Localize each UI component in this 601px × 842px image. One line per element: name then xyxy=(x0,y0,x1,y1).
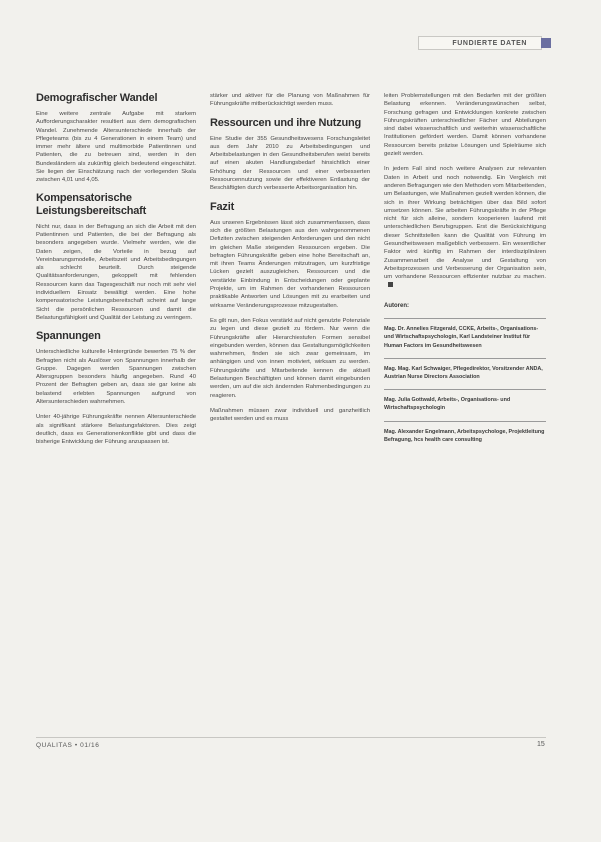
divider xyxy=(384,358,546,359)
paragraph: leiten Problemstellungen mit den Bedarfen mit der größten Belastung erkennen. Veränderungswünschen selbst, Forschung gefragen und Entwicklungen konkrete zwischen Führungskräften unterschiedlicher Fächer und Abteilungen sind dabei wissenschaftlich und weiterhin wissenschaftliche Institutionen gefördert werden. Damit können vorhandene Ressourcen bereits präzise Lösungen und Spielräume sich gezielt werden. xyxy=(384,93,546,158)
divider xyxy=(384,421,546,422)
paragraph-text: In jedem Fall sind noch weitere Analysen zur relevanten Daten in Arbeit und noch notwendig. Ein Vergleich mit anderen Befragungen wie den Methoden vom Mitarbeitenden, um Belastungen, wie Maßnahmen gezielt werden können, die sich in ihrer Wirkung beträchtigen über das Bild sofort umsetzen können. Sie arbeiten Führungskräfte in der Pflege nicht für sich alleine, sondern kooperieren laufend mit unterschiedlichen Berufsgruppen. Erst die Berücksichtigung dieser Schnittstellen kann die Qualität von Führung im Gesundheitswesen maßgeblich verbessern. Ein wesentlicher Faktor wird künftig im Rahmen der interdisziplinären Zusammenarbeit die Analyse und Gestaltung von Arbeitsprozessen und Verbesserung der Organisation sein, um vorhandene Ressourcen effizienter nutzbar zu machen. xyxy=(384,166,546,281)
page-number: 15 xyxy=(537,741,545,748)
paragraph: Eine weitere zentrale Aufgabe mit starkem Aufforderungscharakter resultiert aus dem demografischen Wandel. Zunehmende Altersunterschiede innerhalb der Pflegeteams (bis zu 4 Generationen in einem Team) und immer mehr ältere und multimorbide Patientinnen und Patienten, die zu betreuen sind, werden in den Bundesländern als zukünftig gleich bedeutend eingeschätzt. Sie liegen der Einschätzung nach der vorliegenden Skala zwischen 4,01 und 4,05. xyxy=(36,111,196,184)
paragraph: Nicht nur, dass in der Befragung an sich die Arbeit mit den Patientinnen und Patienten, die bei der Befragung als besonders angegeben wurde. Vielmehr werden, wie die Daten zeigen, die Vorteile in bezug auf Vereinbarungsmodelle, Arbeitszeit und Arbeitsbedingungen als schlecht beurteilt. Durch steigende Qualitätsanforderungen, gekoppelt mit fehlenden Ressourcen kann das Tagesgeschäft nur noch mit sehr viel individuellem Einsatz bewältigt werden. Eine hohe kompensatorische Leistungsbereitschaft scheint auf lange Sicht die persönlichen Ressourcen und damit die Belastungsfähigkeit und Qualität der Leistung zu verringern. xyxy=(36,223,196,321)
section-tag-square-icon xyxy=(541,38,551,48)
heading-spannungen: Spannungen xyxy=(36,330,101,343)
paragraph: Unterschiedliche kulturelle Hintergründe bewerten 75 % der Befragten nicht als Auslöser von Spannungen innerhalb der Gruppe. Dagegen werden Spannungen zwischen Altersgruppen besonders häufig angegeben. Rund 40 Prozent der Befragten geben an, dass sie gar keine als belastend erlebten Spannungen aufgrund von Altersunterschieden wahrnehmen. xyxy=(36,349,196,406)
paragraph: Es gilt nun, den Fokus verstärkt auf nicht genutzte Potenziale zu legen und diese gezielt zu fördern. Nur wenn die Führungskräfte aller Hierarchiestufen Formen sensibel eingebunden werden, können das Gestaltungsmöglichkeiten wahrnehmen, finden sie sich zwar gemeinsam, im anhängigen und von innen motiviert, wirksam zu werden. Führungskräfte und Mitarbeitende kennen die aktuell Belastungen Beschäftigten und können damit eingebunden werden, um auf die sich ändernden Rahmenbedingungen zu reagieren. xyxy=(210,317,370,399)
paragraph: Unter 40-jährige Führungskräfte nennen Altersunterschiede als signifikant stärkere Belastungsfaktoren. Dies zeigt deutlich, dass es Generationenkonflikte gibt und dass die bisherige Entwicklung der Führung anzupassen ist. xyxy=(36,414,196,446)
author-entry: Mag. Dr. Annelies Fitzgerald, CCKE, Arbeits-, Organisations- und Wirtschaftspsychologin, Karl Landsteiner Institut für Human Factors im Gesundheitswesen xyxy=(384,326,539,349)
end-mark-icon xyxy=(388,282,393,287)
heading-kompensatorische-leistungsbereitschaft: Kompensatorische Leistungsbereitschaft xyxy=(36,191,147,217)
footer-divider xyxy=(36,737,546,738)
column-1 xyxy=(36,92,196,454)
heading-demografischer-wandel: Demografischer Wandel xyxy=(36,92,158,104)
heading-ressourcen: Ressourcen und ihre Nutzung xyxy=(210,116,362,129)
author-entry: Mag. Mag. Karl Schwaiger, Pflegedirektor, Vorsitzender ANDA, Austrian Nurse Directors Association xyxy=(384,365,543,380)
paragraph: Aus unseren Ergebnissen lässt sich zusammenfassen, dass sich die größten Belastungen aus den wahrgenommenen Defiziten zwischen steigenden Anforderungen und den nicht im gleichen Maße steigenden Ressourcen ergeben. Die befragten Führungskräfte geben eine hohe Bereitschaft an, mit ihren Teams Änderungen mitzutragen, um kurzfristige Lücken gezielt auszugleichen. Ressourcen und die verstärkte Einbindung in Entscheidungen oder geplante Projekte, um im Rahmen der vorhandenen Ressourcen praktikable Antworten und Lösungen mit zu erarbeiten und wirksame Veränderungsprozesse mitzugestalten. xyxy=(210,219,370,309)
paragraph xyxy=(384,165,546,289)
footer-publication: QUALITAS • 01/16 xyxy=(36,742,100,749)
author-entry: Mag. Julia Gottwald, Arbeits-, Organisations- und Wirtschaftspsychologin xyxy=(384,397,511,412)
column-2 xyxy=(210,92,370,431)
divider xyxy=(384,389,546,390)
author-entry: Mag. Alexander Engelmann, Arbeitspsychologe, Projektleitung Befragung, hcs health care consulting xyxy=(384,428,545,443)
section-tag-label: FUNDIERTE DATEN xyxy=(452,39,527,47)
paragraph: stärker und aktiver für die Planung von Maßnahmen für Führungskräfte mitberücksichtigt werden muss. xyxy=(210,93,370,108)
column-3 xyxy=(384,92,546,452)
paragraph: Maßnahmen müssen zwar individuell und ganzheitlich gestaltet werden und es muss xyxy=(210,407,370,423)
section-tag xyxy=(418,36,542,50)
authors-heading: Autoren: xyxy=(384,302,409,309)
heading-fazit: Fazit xyxy=(210,200,235,213)
paragraph: Eine Studie der 355 Gesundheitswesens Forschungsleitet aus dem Jahr 2010 zu Arbeitsbedingungen und Arbeitsbelastungen in den Gesundheitsberufen weist bereits auf einen akuten Handlungsbedarf hinsichtlich einer Erhöhung der Ressourcen und einer verbesserten Ressourcennutzung sowie der effektiveren Entlastung der Beschäftigten durch verbesserte Arbeitsorganisation hin. xyxy=(210,135,370,192)
divider xyxy=(384,318,546,319)
